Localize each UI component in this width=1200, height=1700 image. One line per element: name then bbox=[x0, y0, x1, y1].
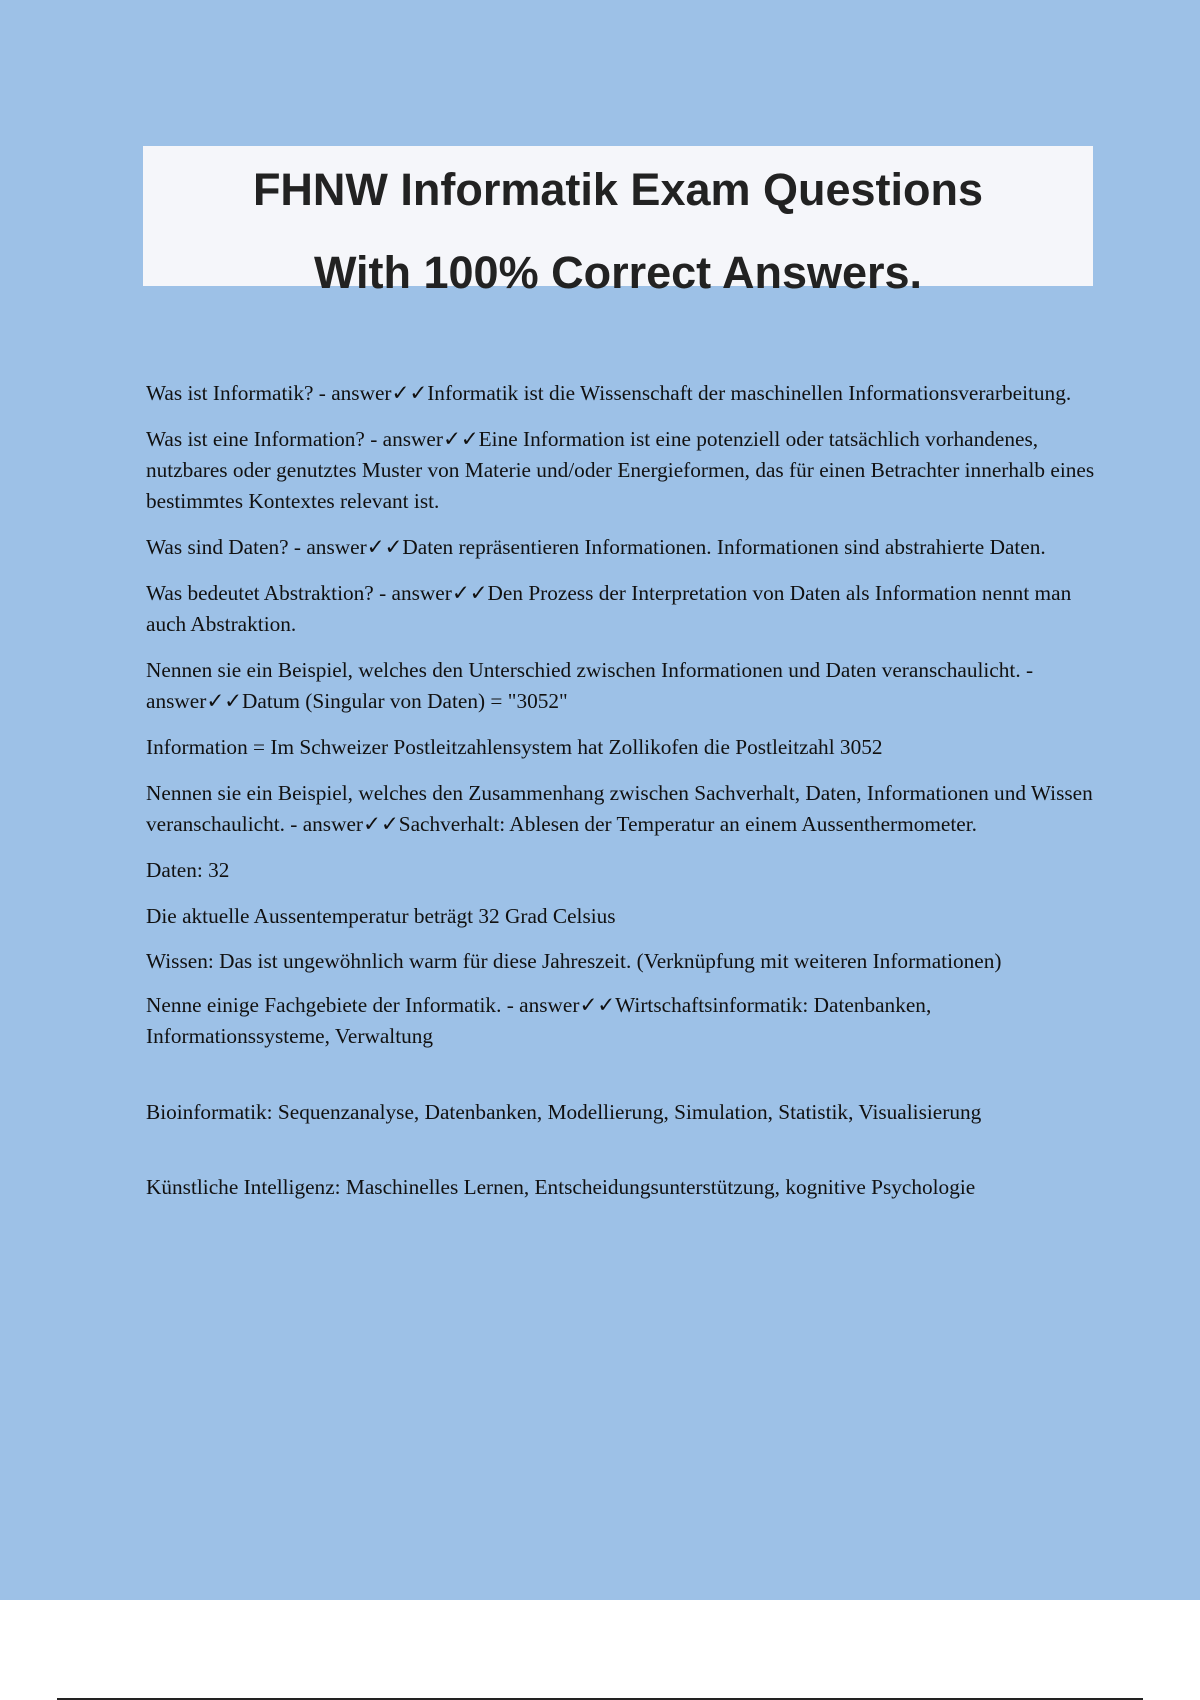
qa-paragraph-4 bbox=[146, 578, 1096, 640]
question-text: Was ist eine Information? - bbox=[146, 427, 383, 451]
answer-text: Informatik ist die Wissenschaft der maschinellen Informationsverarbeitung. bbox=[427, 381, 1072, 405]
answer-marker: answer✓✓ bbox=[146, 689, 243, 713]
text-paragraph-12: Bioinformatik: Sequenzanalyse, Datenbanken, Modellierung, Simulation, Statistik, Visualisierung bbox=[146, 1100, 982, 1124]
question-text: Was sind Daten? - bbox=[146, 535, 307, 559]
answer-text: Sachverhalt: Ablesen der Temperatur an einem Aussenthermometer. bbox=[398, 812, 977, 836]
question-text: Nenne einige Fachgebiete der Informatik. - bbox=[146, 993, 520, 1017]
qa-paragraph-11 bbox=[146, 990, 1096, 1052]
qa-paragraph-2 bbox=[146, 424, 1096, 517]
text-paragraph-6: Information = Im Schweizer Postleitzahlensystem hat Zollikofen die Postleitzahl 3052 bbox=[146, 735, 883, 759]
answer-marker: answer✓✓ bbox=[302, 812, 399, 836]
qa-paragraph-1 bbox=[146, 378, 1096, 409]
text-paragraph-9: Die aktuelle Aussentemperatur beträgt 32 Grad Celsius bbox=[146, 904, 616, 928]
qa-paragraph-3 bbox=[146, 532, 1096, 563]
qa-paragraph-7 bbox=[146, 778, 1096, 840]
answer-marker: answer✓✓ bbox=[306, 535, 403, 559]
question-text: Was ist Informatik? - bbox=[146, 381, 332, 405]
title-box bbox=[143, 146, 1093, 298]
title-line-1: FHNW Informatik Exam Questions bbox=[252, 164, 984, 215]
title-line-2: With 100% Correct Answers. bbox=[313, 247, 923, 298]
answer-marker: answer✓✓ bbox=[331, 381, 428, 405]
answer-marker: answer✓✓ bbox=[519, 993, 616, 1017]
answer-text: Eine Information ist eine potenziell oder tatsächlich vorhandenes, nutzbares oder genutztes Muster von Materie und/oder Energieformen, das für einen Betrachter innerhalb eines bestimmtes Kontextes relevant ist. bbox=[146, 427, 1095, 513]
text-paragraph-10: Wissen: Das ist ungewöhnlich warm für diese Jahreszeit. (Verknüpfung mit weiteren Informationen) bbox=[146, 949, 1002, 973]
answer-text: Wirtschaftsinformatik: Datenbanken, Informationssysteme, Verwaltung bbox=[146, 993, 932, 1048]
question-text: Nennen sie ein Beispiel, welches den Unterschied zwischen Informationen und Daten veranschaulicht. - bbox=[146, 658, 1034, 682]
text-paragraph-13: Künstliche Intelligenz: Maschinelles Lernen, Entscheidungsunterstützung, kognitive Psychologie bbox=[146, 1175, 976, 1199]
answer-text: Datum (Singular von Daten) = "3052" bbox=[242, 689, 568, 713]
answer-text: Daten repräsentieren Informationen. Informationen sind abstrahierte Daten. bbox=[402, 535, 1046, 559]
question-text: Nennen sie ein Beispiel, welches den Zusammenhang zwischen Sachverhalt, Daten, Informationen und Wissen veranschaulicht. - bbox=[146, 781, 1093, 836]
question-text: Was bedeutet Abstraktion? - bbox=[146, 581, 392, 605]
text-paragraph-8: Daten: 32 bbox=[146, 858, 230, 882]
qa-content bbox=[146, 378, 1096, 1218]
qa-paragraph-5 bbox=[146, 655, 1096, 717]
answer-marker: answer✓✓ bbox=[391, 581, 488, 605]
answer-text: Den Prozess der Interpretation von Daten als Information nennt man auch Abstraktion. bbox=[146, 581, 1072, 636]
answer-marker: answer✓✓ bbox=[382, 427, 479, 451]
